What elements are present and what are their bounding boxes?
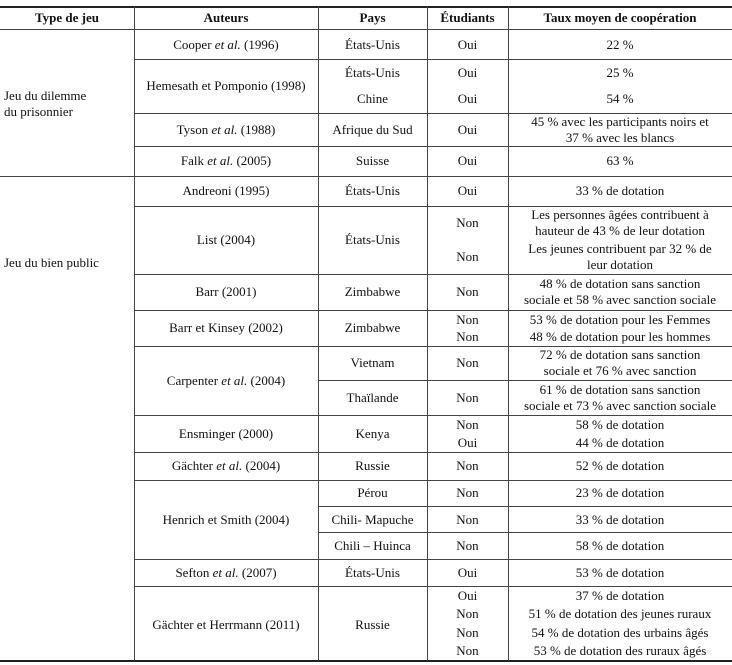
country-cell: États-Unis — [345, 37, 400, 52]
students-cell: Non — [456, 485, 479, 500]
author-falk: Falk et al. (2005) — [180, 153, 272, 168]
author-tyson: Tyson et al. (1988) — [176, 122, 276, 137]
students-cell: Oui — [457, 122, 478, 137]
header-students: Étudiants — [440, 10, 495, 25]
country-cell: États-Unis — [345, 65, 400, 80]
game-type-public: Jeu du bien public — [4, 255, 99, 270]
students-cell: Oui — [457, 37, 478, 52]
table-rule — [0, 176, 732, 177]
country-cell: Suisse — [355, 153, 390, 168]
table-rule — [318, 506, 732, 507]
rate-cell: 72 % de dotation sans sanction — [539, 347, 701, 362]
students-cell: Non — [456, 606, 479, 621]
header-authors: Auteurs — [203, 10, 249, 25]
students-cell: Non — [456, 284, 479, 299]
students-cell: Oui — [457, 588, 478, 603]
author-henrich: Henrich et Smith (2004) — [162, 512, 290, 527]
rate-cell: 52 % de dotation — [575, 458, 665, 473]
country-cell: Kenya — [355, 426, 390, 441]
table-rule — [134, 59, 732, 60]
students-cell: Non — [456, 538, 479, 553]
rate-cell: 63 % — [606, 153, 634, 168]
rate-cell: leur dotation — [586, 257, 654, 272]
country-cell: Chine — [356, 91, 389, 106]
rate-cell: 54 % — [606, 91, 634, 106]
rate-cell: 33 % de dotation — [575, 512, 665, 527]
rate-cell: sociale et 76 % avec sanction — [543, 363, 697, 378]
table-rule — [134, 310, 732, 311]
author-cooper: Cooper et al. (1996) — [173, 37, 279, 52]
students-cell: Non — [456, 512, 479, 527]
rate-cell: sociale et 73 % avec sanction sociale — [523, 398, 717, 413]
author-hemesath: Hemesath et Pomponio (1998) — [146, 78, 306, 93]
rate-cell: 44 % de dotation — [575, 435, 665, 450]
country-cell: Chili – Huinca — [334, 538, 411, 553]
rate-cell: 22 % — [606, 37, 634, 52]
rate-cell: 48 % de dotation pour les hommes — [529, 329, 711, 344]
game-type-prisoner-line2: du prisonnier — [4, 104, 73, 119]
rate-cell: 48 % de dotation sans sanction — [539, 276, 701, 291]
rate-cell: 58 % de dotation — [575, 417, 665, 432]
country-cell: Zimbabwe — [344, 320, 401, 335]
students-cell: Non — [456, 625, 479, 640]
country-cell: Vietnam — [350, 355, 395, 370]
students-cell: Non — [456, 355, 479, 370]
students-cell: Non — [456, 329, 479, 344]
students-cell: Oui — [457, 183, 478, 198]
author-ensminger: Ensminger (2000) — [178, 426, 274, 441]
author-barr-kinsey: Barr et Kinsey (2002) — [169, 320, 283, 335]
header-country: Pays — [359, 10, 386, 25]
rate-cell: 61 % de dotation sans sanction — [539, 382, 701, 397]
rate-cell: 53 % de dotation — [575, 565, 665, 580]
author-gachter: Gächter et al. (2004) — [171, 458, 281, 473]
rate-cell: 45 % avec les participants noirs et — [531, 114, 709, 129]
table-rule — [318, 380, 732, 381]
rate-cell: 58 % de dotation — [575, 538, 665, 553]
rate-cell: 51 % de dotation des jeunes ruraux — [528, 606, 712, 621]
students-cell: Oui — [457, 65, 478, 80]
rate-cell: hauteur de 43 % de leur dotation — [535, 223, 705, 238]
table-rule — [318, 532, 732, 533]
table-rule — [0, 660, 732, 662]
table-rule — [134, 480, 732, 481]
table-rule — [0, 6, 732, 8]
students-cell: Oui — [457, 565, 478, 580]
rate-cell: 54 % de dotation des urbains âgés — [531, 625, 709, 640]
students-cell: Oui — [457, 153, 478, 168]
rate-cell: 23 % de dotation — [575, 485, 665, 500]
students-cell: Non — [456, 417, 479, 432]
country-cell: Chili- Mapuche — [331, 512, 414, 527]
country-cell: Zimbabwe — [344, 284, 401, 299]
country-cell: États-Unis — [345, 565, 400, 580]
students-cell: Oui — [457, 91, 478, 106]
rate-cell: 53 % de dotation des ruraux âgés — [533, 643, 707, 658]
table-rule — [134, 559, 732, 560]
author-barr: Barr (2001) — [195, 284, 257, 299]
students-cell: Oui — [457, 435, 478, 450]
students-cell: Non — [456, 458, 479, 473]
table-rule — [134, 415, 732, 416]
rate-cell: 33 % de dotation — [575, 183, 665, 198]
country-cell: États-Unis — [345, 232, 400, 247]
header-rate: Taux moyen de coopération — [543, 10, 697, 25]
country-cell: Thaïlande — [346, 390, 399, 405]
rate-cell: 25 % — [606, 65, 634, 80]
country-cell: Afrique du Sud — [332, 122, 413, 137]
table-rule — [134, 586, 732, 587]
students-cell: Non — [456, 312, 479, 327]
table-rule — [134, 146, 732, 147]
country-cell: Pérou — [357, 485, 388, 500]
header-type: Type de jeu — [34, 10, 100, 25]
country-cell: Russie — [355, 617, 390, 632]
author-carpenter: Carpenter et al. (2004) — [166, 373, 286, 388]
country-cell: Russie — [355, 458, 390, 473]
students-cell: Non — [456, 215, 479, 230]
rate-cell: sociale et 58 % avec sanction sociale — [523, 292, 717, 307]
students-cell: Non — [456, 643, 479, 658]
students-cell: Non — [456, 390, 479, 405]
author-sefton: Sefton et al. (2007) — [175, 565, 277, 580]
author-gachter-herrmann: Gächter et Herrmann (2011) — [152, 617, 300, 632]
table-rule — [134, 274, 732, 275]
author-list: List (2004) — [196, 232, 256, 247]
rate-cell: Les personnes âgées contribuent à — [531, 207, 709, 222]
rate-cell: Les jeunes contribuent par 32 % de — [528, 241, 712, 256]
author-andreoni: Andreoni (1995) — [182, 183, 270, 198]
table-rule — [134, 452, 732, 453]
rate-cell: 37 % de dotation — [575, 588, 665, 603]
country-cell: États-Unis — [345, 183, 400, 198]
table-rule — [0, 29, 732, 30]
students-cell: Non — [456, 249, 479, 264]
rate-cell: 53 % de dotation pour les Femmes — [529, 312, 711, 327]
rate-cell: 37 % avec les blancs — [565, 130, 675, 145]
game-type-prisoner-line1: Jeu du dilemme — [4, 88, 87, 103]
